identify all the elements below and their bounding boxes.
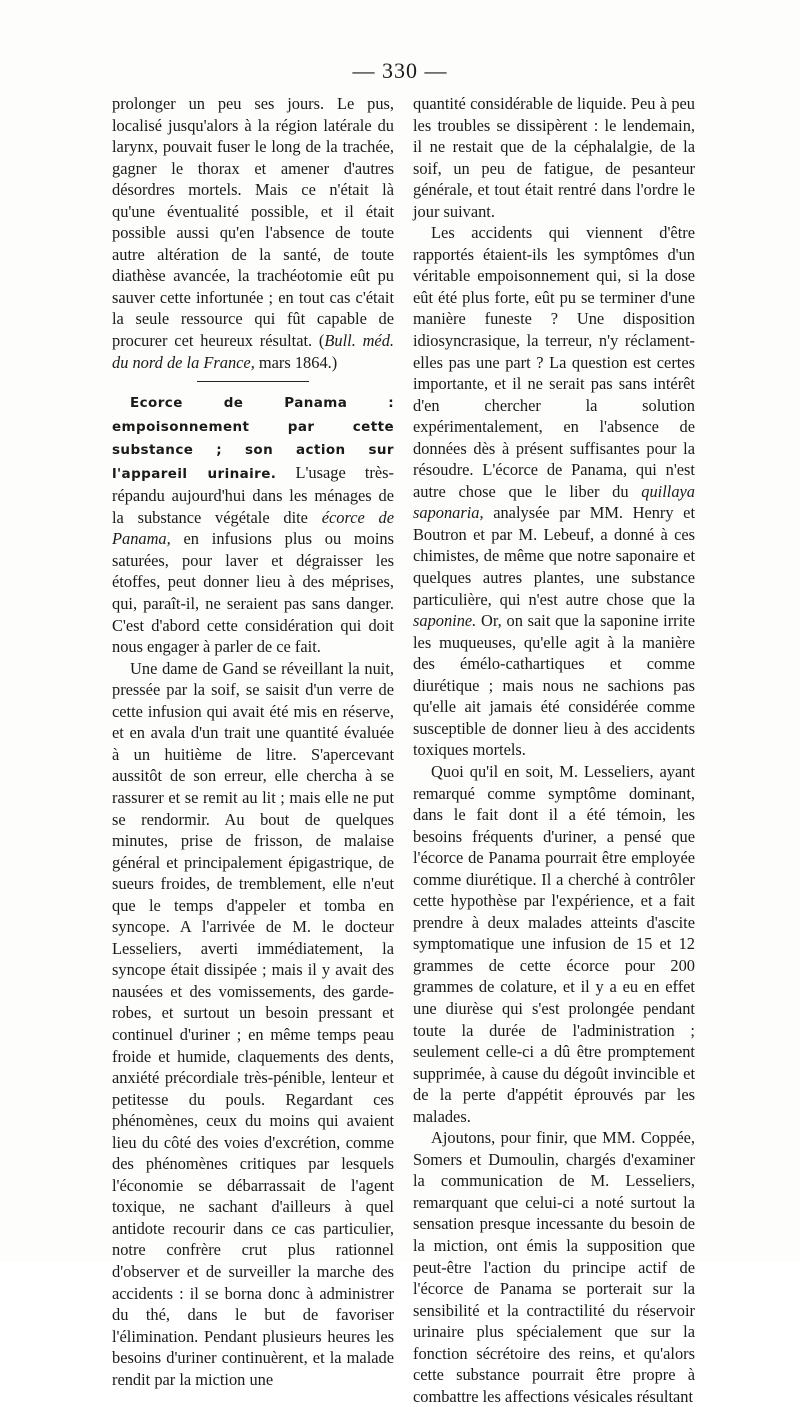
- left-column: [112, 93, 394, 1390]
- page-number: — 330 —: [352, 58, 448, 83]
- paragraph-conclusion: Ajoutons, pour finir, que MM. Coppée, Somers et Dumoulin, chargés d'examiner la communication de M. Lesseliers, remarquant que celui-ci a noté surtout la sensation presque incessante du besoin de la miction, ont émis la supposition que peut-être l'action du principe actif de l'écorce de Panama se porterait sur la sensibilité et la contractilité du réservoir urinaire plus spécialement que sur la fonction sécrétoire des reins, et qu'alors cette substance pourrait être propre à combattre les affections vésicales résultant: [413, 1128, 695, 1406]
- paragraph-text: analysée par MM. Henry et Boutron et par M. Lebeuf, a donné à ces chimistes, de même que notre saponaire et quelques autres plantes, une substance particulière, qui n'est autre chose que la: [413, 503, 695, 609]
- paragraph-text: L'usage très-répandu aujourd'hui dans les ménages de la substance végétale dite: [112, 462, 394, 527]
- paragraph-diuretic-trial: Quoi qu'il en soit, M. Lesseliers, ayant remarqué comme symptôme dominant, dans le fait dont il a été témoin, les besoins fréquents d'uriner, a pensé que l'écorce de Panama pourrait être employée comme diurétique. Il a cherché à contrôler cette hypothèse par l'expérience, et a fait prendre à deux malades atteints d'ascite symptomatique une infusion de 15 et 12 grammes de cette écorce pour 200 grammes de colature, et il y a eu en effet une diurèse qui s'est prolongée pendant toute la durée de l'administration ; seulement celle-ci a dû être promptement supprimée, à cause du dégoût invincible et de la perte d'appétit éprouvés par les malades.: [413, 761, 695, 1126]
- paragraph-discussion: [413, 222, 695, 761]
- italic-term: écorce de Panama,: [112, 507, 394, 549]
- paragraph-panama-intro: [112, 391, 394, 658]
- right-column: [413, 93, 695, 1407]
- paragraph-tracheotomy: [112, 93, 394, 373]
- paragraph-text: Or, on sait que la saponine irrite les muqueuses, qu'elle agit à la manière des émélo-cathartiques et comme diurétique ; mais nous ne sachions pas qu'elle ait jamais été considérée comme susceptible de donner lieu à des accidents toxiques mortels.: [413, 611, 695, 760]
- paragraph-text: prolonger un peu ses jours. Le pus, localisé jusqu'alors à la région latérale du larynx, pouvait fuser le long de la trachée, gagner le thorax et amener d'autres désordres mortels. Mais ce n'était là qu'une éventualité possible, et il était possible aussi qu'en l'absence de toute autre altération de la santé, de toute diathèse avancée, la trachéotomie eût pu sauver cette infortunée ; en tout cas c'était la seule ressource qui fût capable de procurer cet heureux résultat. (: [112, 94, 394, 351]
- italic-term: saponine.: [413, 611, 477, 631]
- paragraph-recovery: quantité considérable de liquide. Peu à peu les troubles se dissipèrent : le lendemain, il ne restait que de la céphalalgie, de la soif, un peu de fatigue, de pesanteur générale, et tout était rentré dans l'ordre le jour suivant.: [413, 94, 695, 221]
- section-heading: Ecorce de Panama : empoisonnement par cette substance ; son action sur l'appareil urinaire.: [112, 395, 394, 482]
- section-divider: [197, 381, 309, 382]
- citation-date: mars 1864.): [254, 352, 338, 372]
- paragraph-case-report: Une dame de Gand se réveillant la nuit, pressée par la soif, se saisit d'un verre de cette infusion qui avait été mis en réserve, et en avala d'un trait une quantité évaluée à un huitième de litre. S'apercevant aussitôt de son erreur, elle chercha à se rassurer et se remit au lit ; mais elle ne put se rendormir. Au bout de quelques minutes, prise de frisson, de malaise général et principalement épigastrique, de sueurs froides, de tremblement, elle n'eut que le temps d'appeler et tomba en syncope. A l'arrivée de M. le docteur Lesseliers, averti immédiatement, la syncope était dissipée ; mais il y avait des nausées et des vomissements, des garde-robes, et surtout un besoin pressant et continuel d'uriner ; en même temps peau froide et humide, claquements des dents, anxiété précordiale très-pénible, lenteur et petitesse du pouls. Regardant ces phénomènes, ceux du moins qui avaient lieu du côté des voies d'excrétion, comme des phénomènes critiques par lesquels l'économie se débarrassait de l'agent toxique, ne sachant d'ailleurs à quel antidote recourir dans ce cas particulier, notre confrère crut plus rationnel d'observer et de surveiller la marche des accidents : il se borna donc à administrer du thé, dans le but de favoriser l'élimination. Pendant plusieurs heures les besoins d'uriner continuèrent, et la malade rendit par la miction une: [112, 658, 394, 1389]
- paragraph-text: Les accidents qui viennent d'être rapportés étaient-ils les symptômes d'un véritable empoisonnement qui, si la dose eût été plus forte, eût pu se terminer d'une manière funeste ? Une disposition idiosyncrasique, la terreur, n'y réclament-elles pas une part ? La question est certes importante, et il ne serait pas sans intérêt d'en chercher la solution expérimentalement, en l'absence de données dès à présent suffisantes pour la résoudre. L'écorce de Panama, qui n'est autre chose que le liber du: [413, 223, 695, 501]
- italic-term: quillaya saponaria,: [413, 481, 695, 523]
- citation-title: Bull. méd. du nord de la France,: [112, 331, 395, 372]
- paragraph-text: en infusions plus ou moins saturées, pour laver et dégraisser les étoffes, peut donner lieu à des méprises, qui, paraît-il, ne seraient pas sans danger. C'est d'abord cette considération qui doit nous engager à parler de ce fait.: [112, 529, 394, 657]
